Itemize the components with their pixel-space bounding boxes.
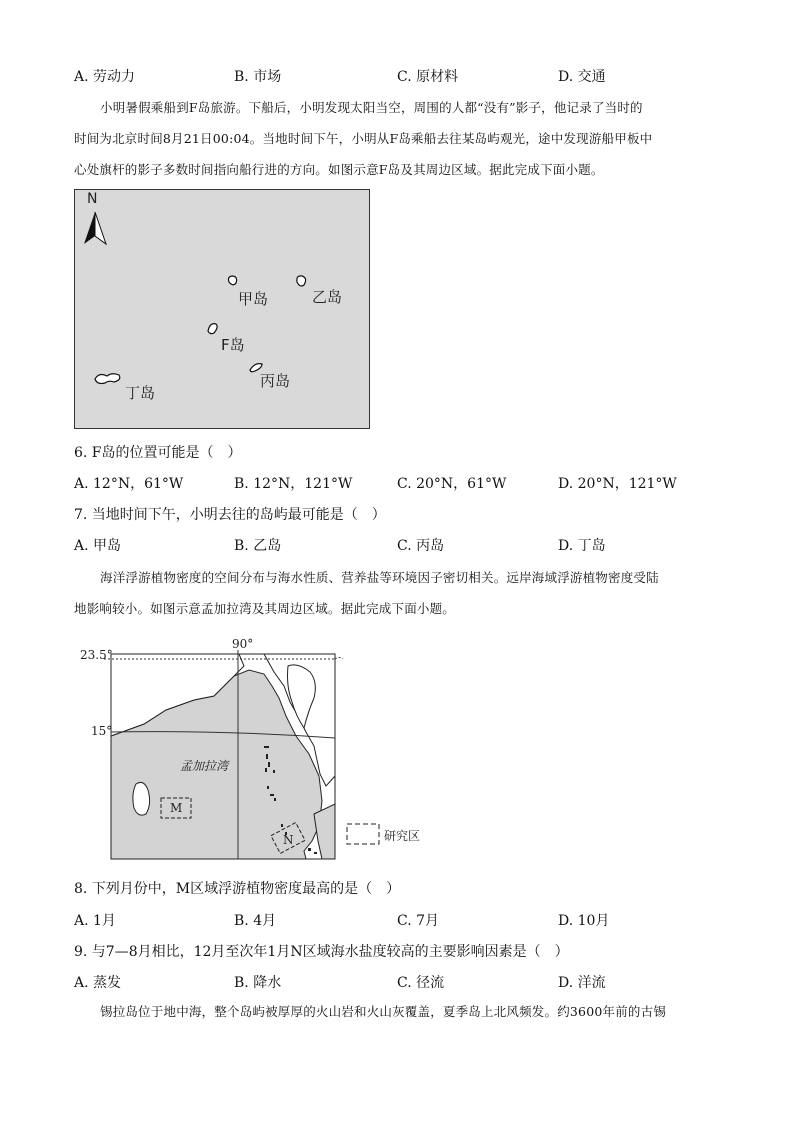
sri-lanka-shape [133,782,150,815]
q9-options [74,972,754,994]
bay-of-bengal-label: 孟加拉湾 [180,759,229,773]
q7-option-c[interactable]: C. 丙岛 [397,538,445,554]
lon-90-label: 90° [232,637,254,651]
passage-1-line-3: 心处旗杆的影子多数时间指向船行进的方向。如图示意F岛及其周边区域。据此完成下面小题。 [74,162,604,177]
q8-stem: 8. 下列月份中，M区域浮游植物密度最高的是（ ） [74,881,401,897]
q5-option-c[interactable]: C. 原材料 [397,69,459,85]
q6-option-c[interactable]: C. 20°N，61°W [397,476,507,492]
passage-1 [74,92,722,185]
map-f-island [74,189,370,429]
q5-option-b[interactable]: B. 市场 [234,69,282,85]
q9-option-d[interactable]: D. 洋流 [558,975,606,991]
q8-options [74,910,754,932]
q6-option-b[interactable]: B. 12°N，121°W [234,476,353,492]
q8-option-b[interactable]: B. 4月 [234,913,277,929]
map-f-island-drawing [75,190,368,427]
q5-option-a[interactable]: A. 劳动力 [74,69,136,85]
q9-option-c[interactable]: C. 径流 [397,975,445,991]
q7-options [74,535,754,557]
island-yi-shape [297,276,306,286]
passage-1-line-1: 小明暑假乘船到F岛旅游。下船后，小明发现太阳当空，周围的人都“没有”影子，他记录了当时的 [100,100,643,115]
q7-stem: 7. 当地时间下午，小明去往的岛屿最可能是（ ） [74,507,386,523]
passage-2-line-2: 地影响较小。如图示意孟加拉湾及其周边区域。据此完成下面小题。 [74,601,456,616]
passage-3-line-1: 锡拉岛位于地中海，整个岛屿被厚厚的火山岩和火山灰覆盖，夏季岛上北风频发。约3600年前的古锡 [100,1004,667,1019]
q5-options [74,66,754,88]
q9-option-b[interactable]: B. 降水 [234,975,282,991]
q6-stem: 6. F岛的位置可能是（ ） [74,445,242,461]
q8-option-a[interactable]: A. 1月 [74,913,116,929]
q8-option-c[interactable]: C. 7月 [397,913,440,929]
zone-m-label: M [170,801,183,815]
passage-3 [74,996,722,1027]
map-bay-of-bengal [74,636,454,864]
q6-option-a[interactable]: A. 12°N，61°W [74,476,184,492]
lat-23-5-label: 23.5° [80,648,113,662]
island-f-shape [208,324,217,334]
q5-option-d[interactable]: D. 交通 [558,69,606,85]
island-ding-label: 丁岛 [125,384,156,402]
q6-options [74,473,754,495]
q7-option-a[interactable]: A. 甲岛 [74,538,122,554]
q9-stem: 9. 与7—8月相比，12月至次年1月N区域海水盐度较高的主要影响因素是（ ） [74,944,569,960]
passage-2-line-1: 海洋浮游植物密度的空间分布与海水性质、营养盐等环境因子密切相关。远岸海域浮游植物密度受陆 [100,570,659,585]
q7-option-d[interactable]: D. 丁岛 [558,538,606,554]
island-bing-label: 丙岛 [260,372,291,390]
island-jia-shape [229,276,237,285]
island-ding-shape [95,374,120,384]
lat-15-label: 15° [91,724,113,738]
q7-option-b[interactable]: B. 乙岛 [234,538,282,554]
zone-n-label: N [283,833,294,847]
passage-1-line-2: 时间为北京时间8月21日00:04。当地时间下午，小明从F岛乘船去往某岛屿观光，途中发现游船甲板中 [74,131,653,146]
north-label: N [87,191,98,207]
q8-option-d[interactable]: D. 10月 [558,913,610,929]
passage-2 [74,562,722,624]
legend-label: 研究区 [384,829,421,843]
island-yi-label: 乙岛 [312,288,343,306]
island-jia-label: 甲岛 [238,290,269,308]
island-f-label: F岛 [221,336,245,354]
north-arrow-icon [84,212,106,244]
q9-option-a[interactable]: A. 蒸发 [74,975,122,991]
legend-box-icon [347,824,379,844]
q6-option-d[interactable]: D. 20°N，121°W [558,476,677,492]
